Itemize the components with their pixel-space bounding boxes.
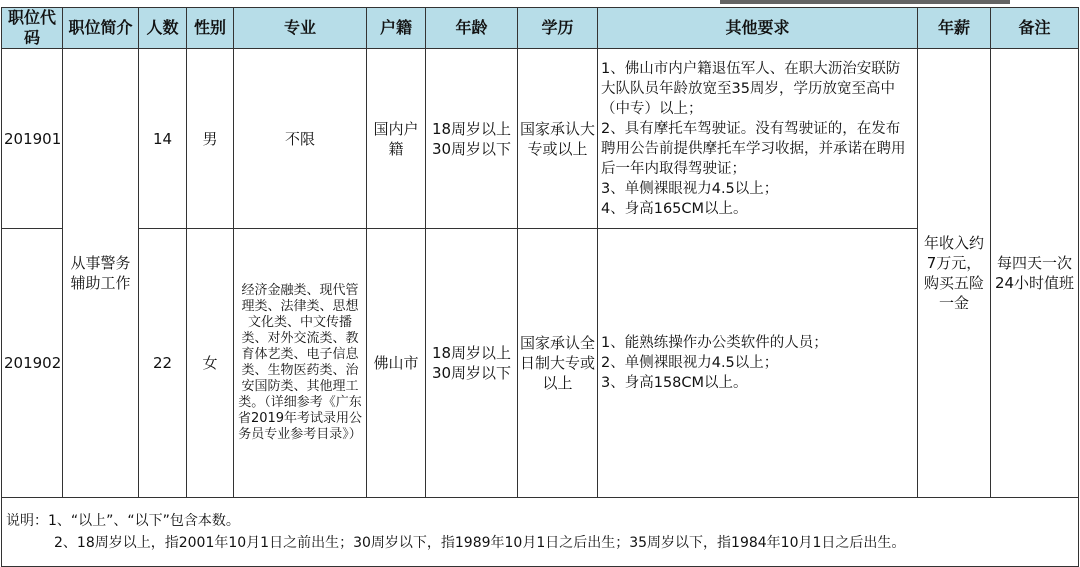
cell-major: 经济金融类、现代管理类、法律类、思想文化类、中文传播类、对外交流类、教育体艺类、电子信息类、生物医药类、治安国防类、其他理工类。（详细参考《广东省2019年考试录用公务员专业参考目录》） — [234, 229, 367, 498]
cell-code: 201902 — [2, 229, 63, 498]
header-education: 学历 — [518, 8, 598, 49]
cell-education: 国家承认大专或以上 — [518, 49, 598, 229]
header-code: 职位代码 — [2, 8, 63, 49]
requirement-item: 2、具有摩托车驾驶证。没有驾驶证的，在发布聘用公告前提供摩托车学习收据，并承诺在聘用后一年内取得驾驶证； — [601, 120, 906, 177]
cell-remark: 每四天一次24小时值班 — [991, 49, 1079, 498]
note-line-1: 说明：1、“以上”、“以下”包含本数。 — [6, 513, 240, 529]
notes-cell — [2, 498, 1079, 567]
cell-education: 国家承认全日制大专或以上 — [518, 229, 598, 498]
cell-count: 22 — [139, 229, 187, 498]
header-gender: 性别 — [187, 8, 234, 49]
cell-count: 14 — [139, 49, 187, 229]
header-major: 专业 — [234, 8, 367, 49]
requirement-item: 1、能熟练操作办公类软件的人员； — [601, 335, 828, 351]
header-requirements: 其他要求 — [598, 8, 918, 49]
requirement-item: 3、单侧裸眼视力4.5以上； — [601, 180, 779, 197]
cell-requirements — [598, 229, 918, 498]
cell-hukou: 国内户籍 — [367, 49, 426, 229]
header-row — [2, 8, 1079, 49]
header-hukou: 户籍 — [367, 8, 426, 49]
cell-code: 201901 — [2, 49, 63, 229]
cell-age: 18周岁以上30周岁以下 — [426, 229, 518, 498]
cell-requirements — [598, 49, 918, 229]
requirement-item: 2、单侧裸眼视力4.5以上； — [601, 355, 779, 371]
requirement-item: 4、身高165CM以上。 — [601, 200, 748, 217]
header-salary: 年薪 — [918, 8, 991, 49]
requirement-item: 1、佛山市内户籍退伍军人、在职大沥治安联防大队队员年龄放宽至35周岁，学历放宽至高中（中专）以上； — [601, 60, 901, 117]
cell-description: 从事警务辅助工作 — [63, 49, 139, 498]
table-row — [2, 229, 1079, 498]
header-age: 年龄 — [426, 8, 518, 49]
cell-gender: 男 — [187, 49, 234, 229]
cell-salary: 年收入约7万元，购买五险一金 — [918, 49, 991, 498]
header-description: 职位简介 — [63, 8, 139, 49]
requirement-item: 3、身高158CM以上。 — [601, 375, 748, 391]
recruitment-table — [1, 7, 1079, 567]
table-row — [2, 49, 1079, 229]
cell-hukou: 佛山市 — [367, 229, 426, 498]
cell-gender: 女 — [187, 229, 234, 498]
cell-age: 18周岁以上30周岁以下 — [426, 49, 518, 229]
notes-row — [2, 498, 1079, 567]
cell-major: 不限 — [234, 49, 367, 229]
header-remark: 备注 — [991, 8, 1079, 49]
header-count: 人数 — [139, 8, 187, 49]
note-line-2: 2、18周岁以上，指2001年10月1日之前出生；30周岁以下，指1989年10月1日之后出生；35周岁以下，指1984年10月1日之后出生。 — [54, 535, 906, 551]
